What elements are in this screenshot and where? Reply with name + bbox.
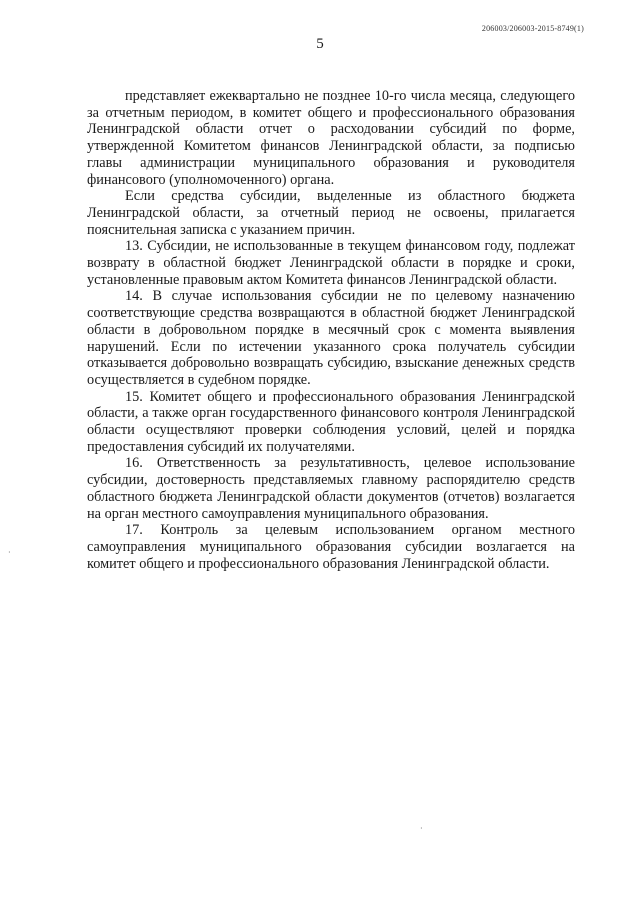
paragraph-unspent-funds-note: Если средства субсидии, выделенные из областного бюджета Ленинградской области, за отчетный период не освоены, прилагается пояснительная записка с указанием причин.	[87, 188, 575, 238]
scan-speck: ·	[420, 824, 423, 833]
paragraph-13: 13. Субсидии, не использованные в текущем финансовом году, подлежат возврату в областной бюджет Ленинградской области в порядке и сроки, установленные правовым актом Комитета финансов Ленинградской области.	[87, 238, 575, 288]
paragraph-report-continuation: представляет ежеквартально не позднее 10-го числа месяца, следующего за отчетным периодом, в комитет общего и профессионального образования Ленинградской области отчет о расходовании субсидий по форме, утвержденной Комитетом финансов Ленинградской области, за подписью главы администрации муниципального образования и руководителя финансового (уполномоченного) органа.	[87, 88, 575, 188]
document-body	[87, 88, 575, 572]
paragraph-17: 17. Контроль за целевым использованием органом местного самоуправления муниципального образования субсидии возлагается на комитет общего и профессионального образования Ленинградской области.	[87, 522, 575, 572]
paragraph-14: 14. В случае использования субсидии не по целевому назначению соответствующие средства возвращаются в областной бюджет Ленинградской области в добровольном порядке в месячный срок с момента выявления нарушений. Если по истечении указанного срока получатель субсидии отказывается добровольно возвращать субсидию, взыскание денежных средств осуществляется в судебном порядке.	[87, 288, 575, 388]
scan-speck: ·	[8, 548, 11, 557]
document-id: 206003/206003-2015-8749(1)	[481, 24, 584, 33]
page-number: 5	[316, 36, 324, 52]
paragraph-16: 16. Ответственность за результативность, целевое использование субсидии, достоверность представляемых главному распорядителю средств областного бюджета Ленинградской области документов (отчетов) возлагается на орган местного самоуправления муниципального образования.	[87, 455, 575, 522]
paragraph-15: 15. Комитет общего и профессионального образования Ленинградской области, а также орган государственного финансового контроля Ленинградской области осуществляют проверки соблюдения условий, целей и порядка предоставления субсидий их получателями.	[87, 388, 575, 455]
